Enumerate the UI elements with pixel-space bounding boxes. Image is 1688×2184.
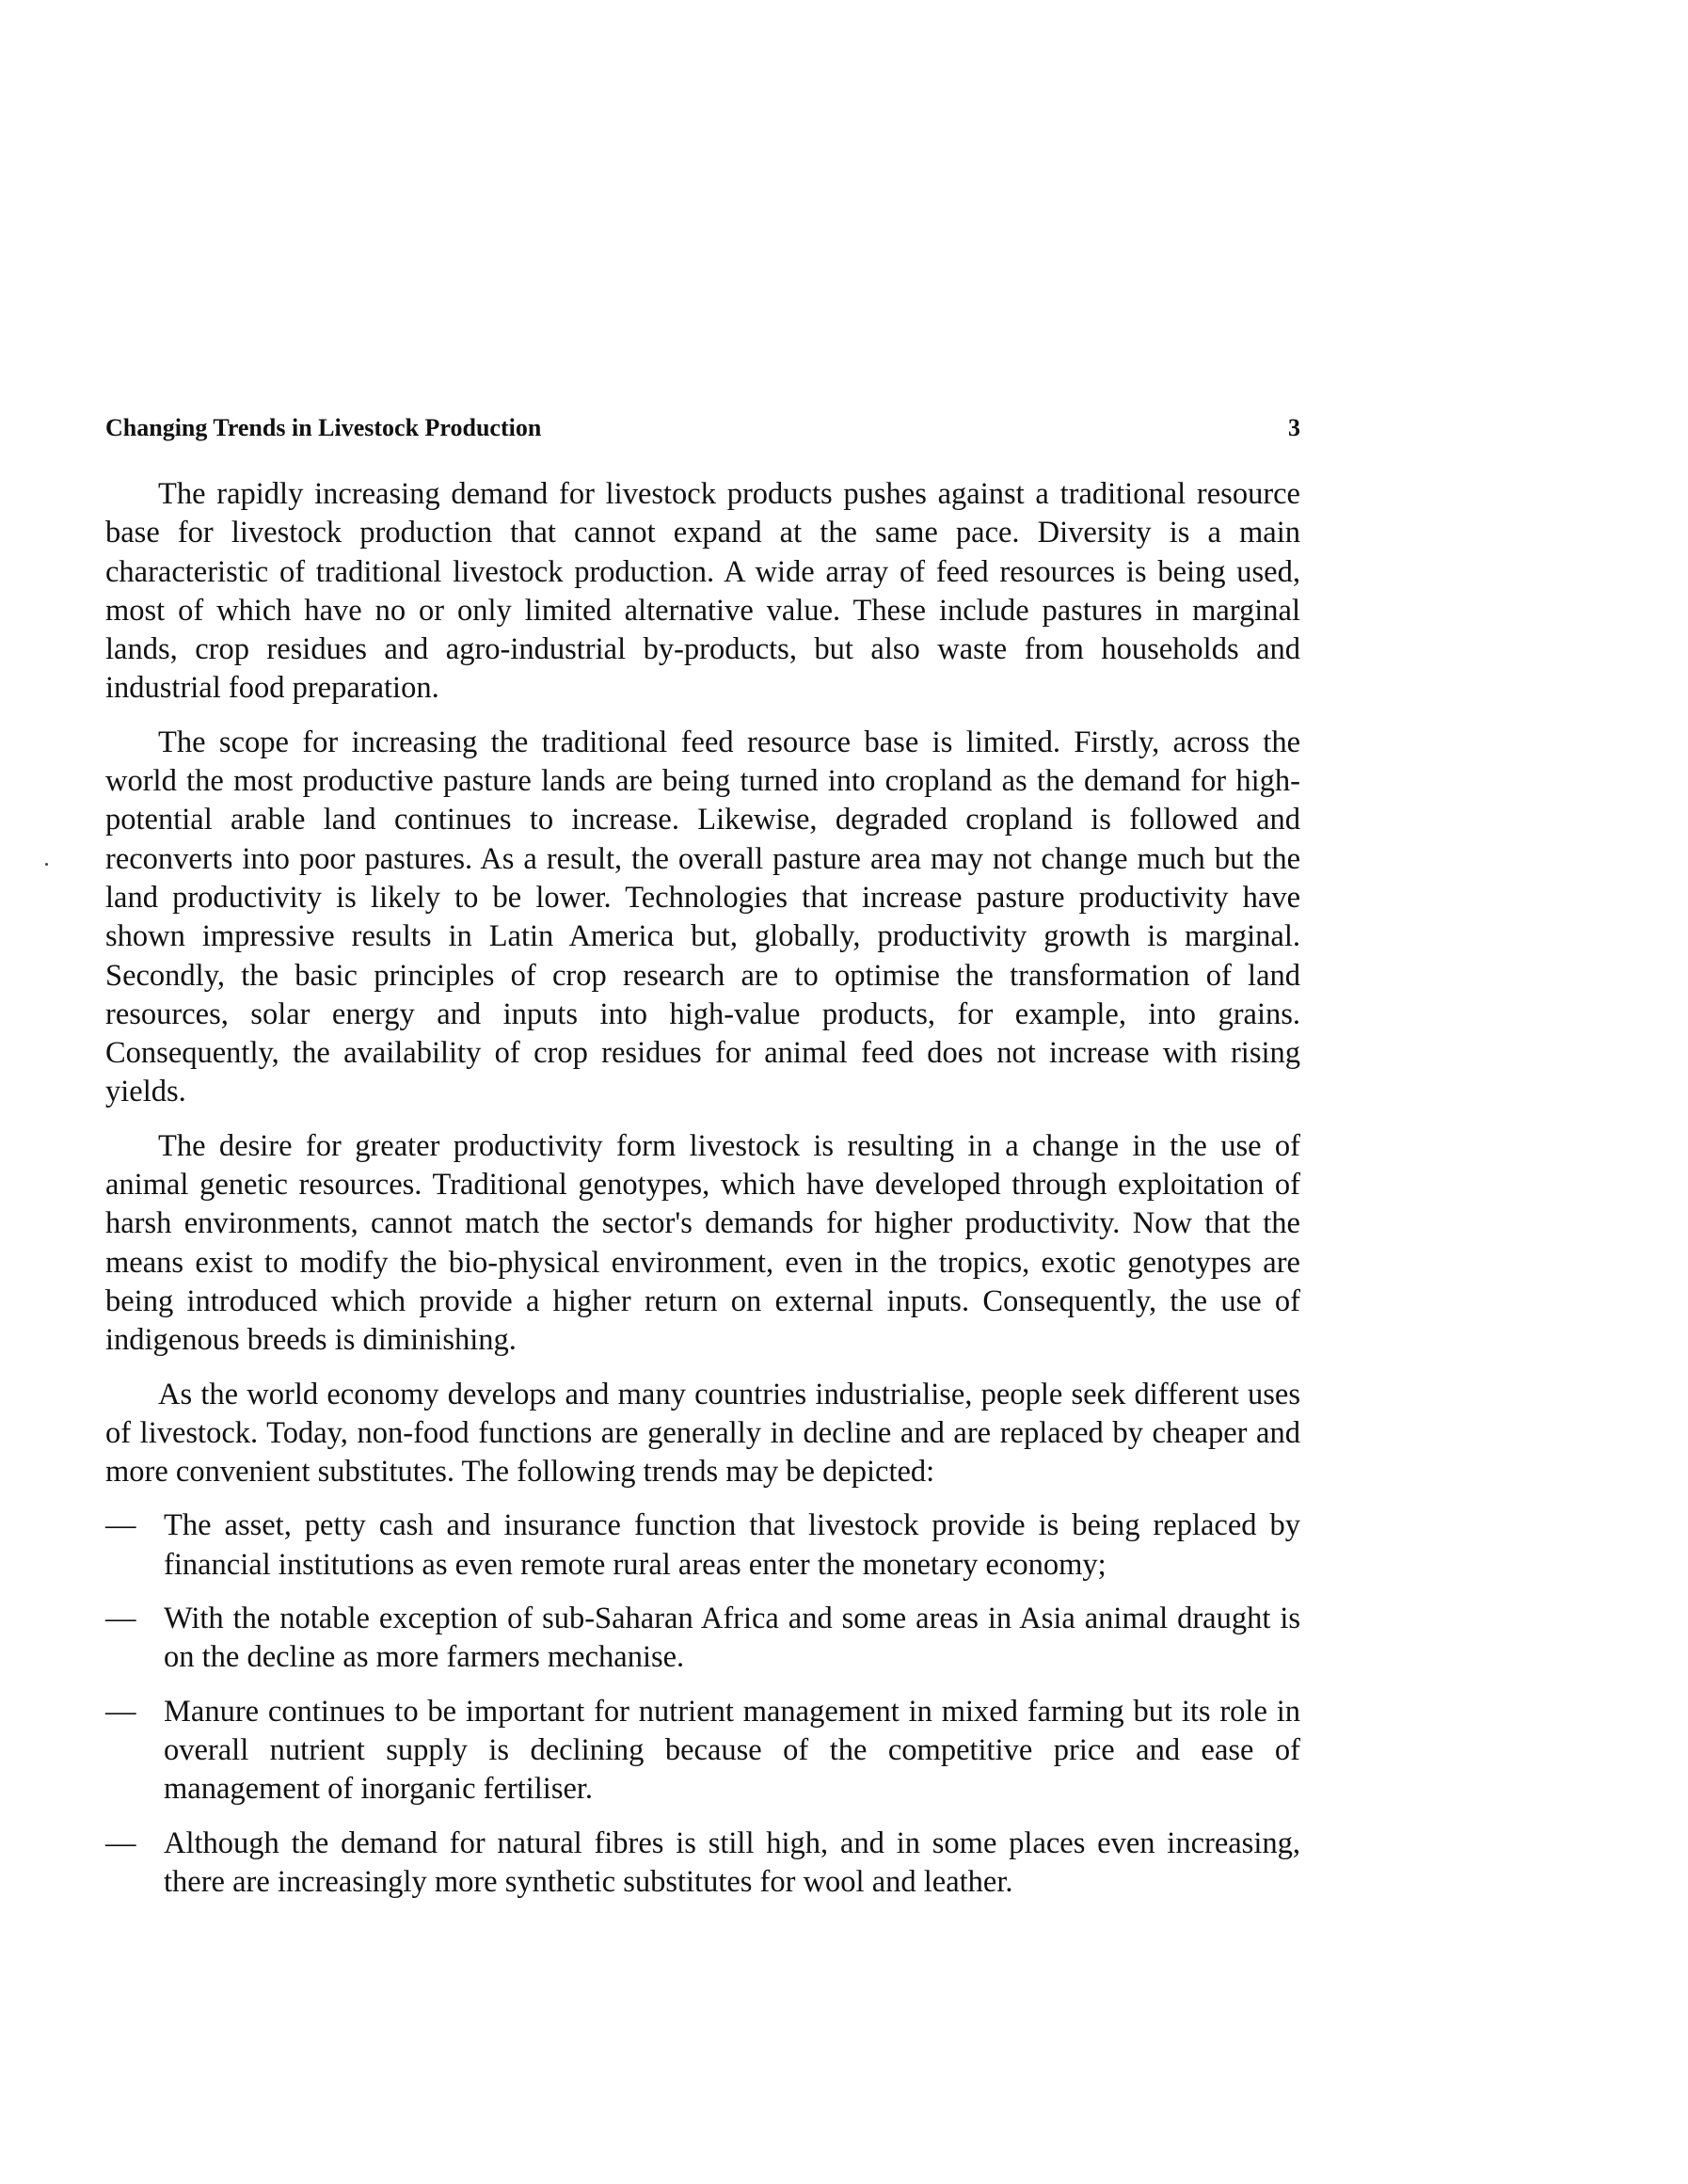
list-item <box>105 1825 1300 1903</box>
dash-bullet: — <box>105 1508 136 1543</box>
list-item-text: Manure continues to be important for nutrient management in mixed farming but its role in overall nutrient supply is declining because of the competitive price and ease of management of inorganic fertiliser. <box>164 1694 1300 1807</box>
page-header <box>105 414 1300 452</box>
body-text <box>105 475 1300 1917</box>
list-item <box>105 1693 1300 1809</box>
dash-bullet: — <box>105 1825 136 1860</box>
running-title: Changing Trends in Livestock Production <box>105 414 542 441</box>
trend-list <box>105 1506 1300 1902</box>
paragraph-genetic-resources: The desire for greater productivity form livestock is resulting in a change in the use of animal genetic resources. Traditional genotypes, which have developed through exploitation of harsh environments, cannot match the sector's demands for higher productivity. Now that the means exist to modify the bio-physical environment, even in the tropics, exotic genotypes are being introduced which provide a higher return on external inputs. Consequently, the use of indigenous breeds is diminishing. <box>105 1128 1300 1358</box>
list-item <box>105 1600 1300 1678</box>
margin-speck <box>45 863 48 866</box>
dash-bullet: — <box>105 1602 136 1636</box>
dash-bullet: — <box>105 1694 136 1729</box>
list-item-text: With the notable exception of sub-Saharan Africa and some areas in Asia animal draught is on the decline as more farmers mechanise. <box>164 1602 1300 1675</box>
list-item <box>105 1506 1300 1585</box>
paragraph-feed-resources: The scope for increasing the traditional feed resource base is limited. Firstly, across the world the most productive pasture lands are being turned into cropland as the demand for high-potential arable land continues to increase. Likewise, degraded cropland is followed and reconverts into poor pastures. As a result, the overall pasture area may not change much but the land productivity is likely to be lower. Technologies that increase pasture productivity have shown impressive results in Latin America but, globally, productivity growth is marginal. Secondly, the basic principles of crop research are to optimise the transformation of land resources, solar energy and inputs into high-value products, for example, into grains. Consequently, the availability of crop residues for animal feed does not increase with rising yields. <box>105 725 1300 1109</box>
list-item-text: Although the demand for natural fibres is still high, and in some places even increasing, there are increasingly more synthetic substitutes for wool and leather. <box>164 1825 1300 1899</box>
list-item-text: The asset, petty cash and insurance function that livestock provide is being replaced by financial institutions as even remote rural areas enter the monetary economy; <box>164 1508 1300 1582</box>
paragraph-demand: The rapidly increasing demand for livestock products pushes against a traditional resource base for livestock production that cannot expand at the same pace. Diversity is a main characteristic of traditional livestock production. A wide array of feed resources is being used, most of which have no or only limited alternative value. These include pastures in marginal lands, crop residues and agro-industrial by-products, but also waste from households and industrial food preparation. <box>105 477 1300 706</box>
paragraph-uses-of-livestock: As the world economy develops and many countries industrialise, people seek different uses of livestock. Today, non-food functions are generally in decline and are replaced by cheaper and more convenient substitutes. The following trends may be depicted: <box>105 1377 1300 1490</box>
page-number: 3 <box>1288 414 1300 441</box>
